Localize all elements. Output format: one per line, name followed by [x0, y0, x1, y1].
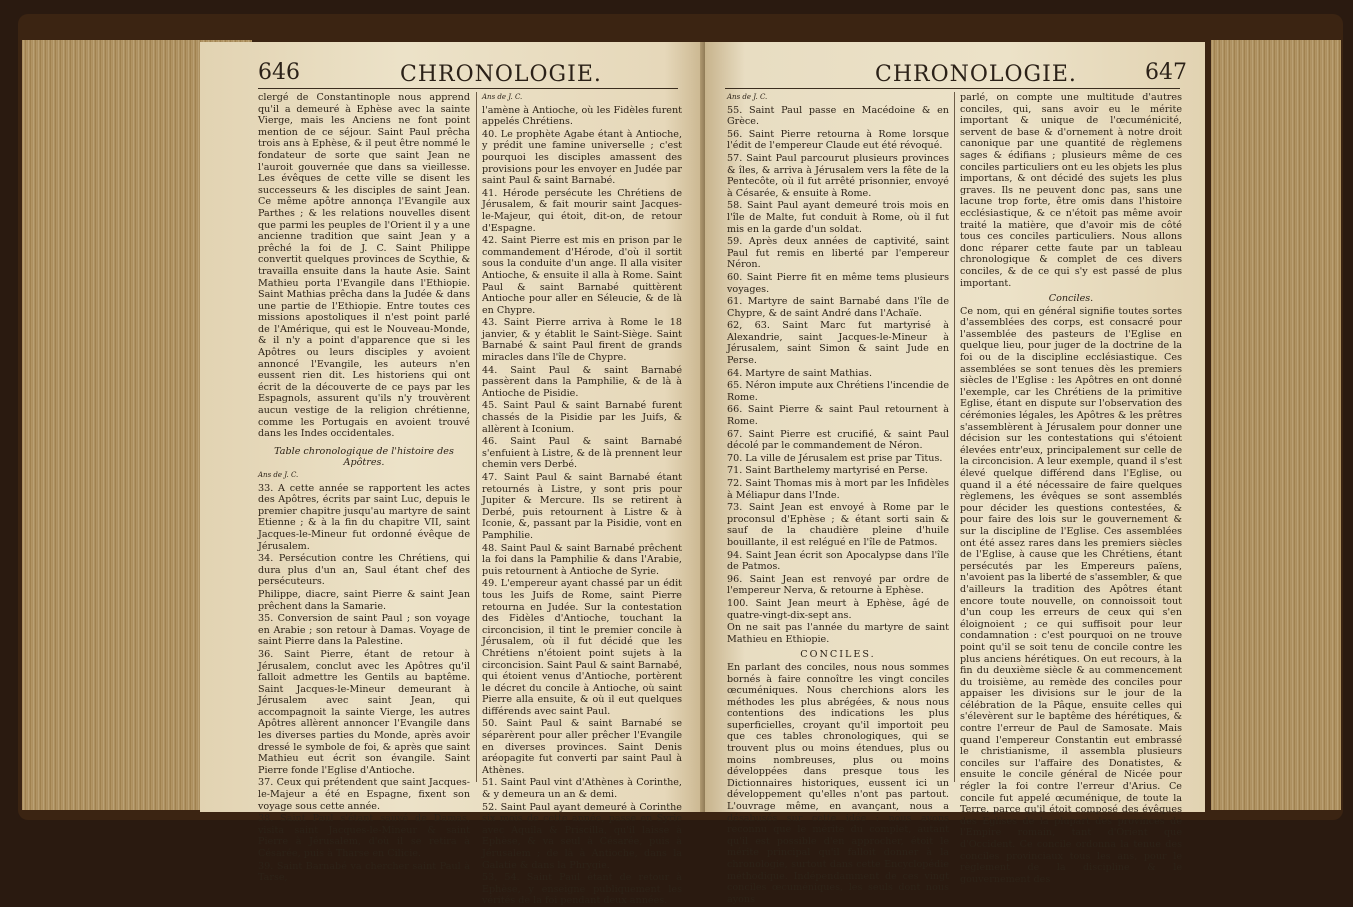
head-rule	[725, 88, 1180, 89]
page-number: 647	[1145, 60, 1187, 85]
entry: 52. Saint Paul ayant demeuré à Corinthe six mois de cette année, passe en Syrie avec Aquila & Priscilla, qu'il laisse à Ephèse, & va seul à Césarée, puis à Jérusalem ; de là à Antioche, dans la Galatie & dans la Phrygie.	[482, 801, 682, 871]
page-number: 646	[258, 60, 300, 85]
entry: 50. Saint Paul & saint Barnabé se séparèrent pour aller prêcher l'Evangile en diverses provinces. Saint Denis aréopagite fut converti par saint Paul à Athènes.	[482, 718, 682, 776]
year-label: Ans de J. C.	[258, 471, 299, 479]
section-title: Conciles.	[1048, 293, 1094, 305]
year-label: Ans de J. C.	[727, 93, 768, 101]
table-title: Table chronologique de l'histoire des Apôtres.	[274, 445, 454, 469]
entry: 62, 63. Saint Marc fut martyrisé à Alexandrie, saint Jacques-le-Mineur à Jérusalem, saint Simon & saint Jude en Perse.	[727, 320, 949, 367]
left-page	[200, 42, 705, 907]
section-title: CONCILES.	[800, 649, 876, 661]
entry: Philippe, diacre, saint Pierre & saint Jean prêchent dans la Samarie.	[258, 588, 470, 612]
right-column-1	[727, 92, 949, 905]
entry: 44. Saint Paul & saint Barnabé passèrent dans la Pamphilie, & de là à Antioche de Pisidie.	[482, 364, 682, 399]
entry: 64. Martyre de saint Mathias.	[727, 367, 873, 379]
entry: 100. Saint Jean meurt à Ephèse, âgé de quatre-vingt-dix-sept ans.	[727, 597, 949, 621]
entry: 34. Persécution contre les Chrétiens, qui dura plus d'un an, Saul étant chef des persécuteurs.	[258, 553, 470, 588]
column-divider	[954, 92, 955, 782]
page-edges-right	[1211, 40, 1341, 810]
entry: 65. Néron impute aux Chrétiens l'incendie de Rome.	[727, 380, 949, 403]
entry: 51. Saint Paul vint d'Athènes à Corinthe, & y demeura un an & demi.	[482, 777, 682, 801]
left-column-1	[258, 92, 470, 884]
entry: 33. A cette année se rapportent les actes des Apôtres, écrits par saint Luc, depuis le premier chapitre jusqu'au martyre de saint Etienne ; & à la fin du chapitre VII, saint Jacques-le-Mineur fut ordonné évêque de Jérusalem.	[258, 482, 470, 552]
entry: 42. Saint Pierre est mis en prison par le commandement d'Hérode, d'où il sortit sous la conduite d'un ange. Il alla visiter Antioche, & ensuite il alla à Rome. Saint Paul & saint Barnabé quittèrent Antioche pour aller en Séleucie, & de là en Chypre.	[482, 235, 682, 316]
entry: 67. Saint Pierre est crucifié, & saint Paul décolé par le commandement de Néron.	[727, 428, 949, 452]
entry: 47. Saint Paul & saint Barnabé étant retournés à Listre, y sont pris pour Jupiter & Mercure. Ils se retirent à Derbé, puis retournent à Listre & à Iconie, &, passant par la Pisidie, vont en Pamphilie.	[482, 472, 682, 541]
entry: On ne sait pas l'année du martyre de saint Mathieu en Ethiopie.	[727, 622, 949, 645]
section-paragraph: En parlant des conciles, nous nous sommes bornés à faire connoître les vingt conciles œcuméniques. Nous cherchions alors les méthodes les plus abrégées, & nous nous contentions des indications les plus superficielles, croyant qu'il importoit peu que ces tables chronologiques, qui se trouvent plus ou moins étendues, plus ou moins nombreuses, plus ou moins développées dans presque tous les Dictionnaires historiques, eussent ici un développement qu'elles n'ont pas partout. L'ouvrage même, en avançant, nous a désabusés sur cette idée : nous avons reconnu que le mérite du complet, autant qu'il est possible d'en approcher, étoit le mérite principal qu'il falloit donner à la chronologie, surtout dans cette Encyclopédie méthodique. Indépendamment de ces vingt conciles œcuméniques, les seuls dont nous ayons	[727, 661, 949, 905]
entry: 70. La ville de Jérusalem est prise par Titus.	[727, 452, 943, 464]
right-page	[705, 42, 1205, 905]
year-label: Ans de J. C.	[482, 93, 523, 101]
right-column-2	[960, 92, 1182, 885]
entry: 60. Saint Pierre fit en même tems plusieurs voyages.	[727, 271, 949, 295]
entry: 46. Saint Paul & saint Barnabé s'enfuient à Listre, & de là prennent leur chemin vers Derbé.	[482, 436, 682, 471]
running-head: CHRONOLOGIE.	[875, 62, 1077, 87]
entry: 72. Saint Thomas mis à mort par les Infidèles à Méliapur dans l'Inde.	[727, 478, 949, 501]
entry: 49. L'empereur ayant chassé par un édit tous les Juifs de Rome, saint Pierre retourna en Judée. Sur la contestation des Fidèles d'Antioche, touchant la circoncision, il tint le premier concile à Jérusalem, où il fut décidé que les Chrétiens n'étoient point sujets à la circoncision. Saint Paul & saint Barnabé, qui étoient venus d'Antioche, portèrent le décret du concile à Antioche, où saint Pierre alla ensuite, & où il eut quelques différends avec saint Paul.	[482, 578, 682, 717]
entry: 56. Saint Pierre retourna à Rome lorsque l'édit de l'empereur Claude eut été révoqué.	[727, 128, 949, 152]
entry: l'amène à Antioche, où les Fidèles furent appelés Chrétiens.	[482, 104, 682, 128]
entry: 41. Hérode persécute les Chrétiens de Jérusalem, & fait mourir saint Jacques-le-Majeur, qui étoit, dit-on, de retour d'Espagne.	[482, 187, 682, 234]
running-head: CHRONOLOGIE.	[400, 62, 602, 87]
entry: 66. Saint Pierre & saint Paul retournent à Rome.	[727, 404, 949, 428]
entry: 35. Conversion de saint Paul ; son voyage en Arabie ; son retour à Damas. Voyage de saint Pierre dans la Palestine.	[258, 613, 470, 648]
column-divider	[476, 92, 477, 782]
entry: 38. Saint Paul s'étant sauvé de Damas, visita saint Jacques-le-Mineur & saint Pierre à Jérusalem, d'où il se retira à Césarée, puis à Tharse en Cilicie.	[258, 813, 470, 859]
entry: 43. Saint Pierre arriva à Rome le 18 janvier, & y établit le Saint-Siège. Saint Barnabé & saint Paul firent de grands miracles dans l'île de Chypre.	[482, 317, 682, 364]
left-column-2	[482, 92, 682, 907]
entry: 45. Saint Paul & saint Barnabé furent chassés de la Pisidie par les Juifs, & allèrent à Iconium.	[482, 400, 682, 435]
entry: 73. Saint Jean est envoyé à Rome par le proconsul d'Ephèse ; & étant sorti sain & sauf de la chaudière pleine d'huile bouillante, il est relégué en l'île de Patmos.	[727, 502, 949, 548]
intro-paragraph: clergé de Constantinople nous apprend qu'il a demeuré à Ephèse avec la sainte Vierge, mais les Anciens ne font point mention de ce séjour. Saint Paul prêcha trois ans à Ephèse, & il peut être nommé le fondateur de sorte que saint Jean ne l'auroit gouvernée que dans sa vieillesse. Les évêques de cette ville se disent les successeurs & les disciples de saint Jean. Ce même apôtre annonça l'Evangile aux Parthes ; & les relations nouvelles disent que parmi les peuples de l'Orient il y a une ancienne tradition que saint Jean y a prêché la foi de J. C. Saint Philippe convertit quelques provinces de Scythie, & travailla ensuite dans la haute Asie. Saint Mathieu porta l'Evangile dans l'Ethiopie. Saint Mathias prêcha dans la Judée & dans une partie de l'Ethiopie. Entre toutes ces missions apostoliques il n'est point parlé de l'Amérique, qui est le Nouveau-Monde, & il n'y a point d'apparence que si les Apôtres ou leurs disciples y avoient annoncé l'Evangile, les auteurs n'en eussent rien dit. Les historiens qui ont écrit de la découverte de ce pays par les Espagnols, assurent qu'ils n'y trouvèrent aucun vestige de la religion chrétienne, comme les Portugais en avoient trouvé dans les Indes occidentales.	[258, 92, 470, 440]
entry: 57. Saint Paul parcourut plusieurs provinces & îles, & arriva à Jérusalem vers la fête de la Pentecôte, où il fut arrêté prisonnier, envoyé à Césarée, & ensuite à Rome.	[727, 152, 949, 199]
entry: 94. Saint Jean écrit son Apocalypse dans l'île de Patmos.	[727, 549, 949, 573]
entry: 39. Saint Barnabé va chercher saint Paul à Tarse,	[258, 860, 470, 884]
entry: 55. Saint Paul passe en Macédoine & en Grèce.	[727, 104, 949, 128]
entry: 96. Saint Jean est renvoyé par ordre de l'empereur Nerva, & retourne à Ephèse.	[727, 573, 949, 597]
section-paragraph: Ce nom, qui en général signifie toutes sortes d'assemblées des corps, est consacré pour l'assemblée des pasteurs de l'Eglise en quelque lieu, pour juger de la doctrine de la foi ou de la discipline ecclésiastique. Ces assemblées se sont tenues dès les premiers siècles de l'Eglise : les Apôtres en ont donné l'exemple, car les Chrétiens de la primitive Eglise, étant en dispute sur l'observation des cérémonies légales, les Apôtres & les prêtres s'assemblèrent à Jérusalem pour donner une décision sur les contestations qui s'étoient élevées entr'eux, principalement sur celle de la circoncision. A leur exemple, quand il s'est élevé quelque différend dans l'Eglise, ou quand il a été nécessaire de faire quelques règlemens, les évêques se sont assemblés pour décider les questions contestées, & pour faire des lois sur le gouvernement & sur la discipline de l'Eglise. Ces assemblées ont été assez rares dans les premiers siècles de l'Eglise, à cause que les Chrétiens, étant persécutés par les Empereurs païens, n'avoient pas la liberté de s'assembler, & que d'ailleurs la tradition des Apôtres étant encore toute nouvelle, on connoissoit tout d'un coup les erreurs de ceux qui s'en éloignoient ; ce qui suffisoit pour leur condamnation : c'est pourquoi on ne trouve point qu'il se soit tenu de concile contre les plus anciens hérétiques. On eut recours, à la fin du deuxième siècle & au commencement du troisième, au remède des conciles pour appaiser les divisions sur le jour de la célébration de la Pâque, ensuite celles qui s'élevèrent sur le baptême des hérétiques, & contre l'erreur de Paul de Samosate. Mais quand l'empereur Constantin eut embrassé le christianisme, il assembla plusieurs conciles sur l'affaire des Donatistes, & ensuite le concile général de Nicée pour régler la foi contre l'erreur d'Arius. Ce concile fut appelé œcuménique, de toute la Terre, parce qu'il étoit composé des évêques des Eglises de la plupart des provinces de l'Empire romain, tant d'Orient que d'Occident. Ce concile ordonna la tenue des conciles provinciaux tous les ans, pour le règlement de la discipline & le gouvernement des	[960, 305, 1182, 885]
intro-paragraph: parlé, on compte une multitude d'autres conciles, qui, sans avoir eu le mérite important & unique de l'œcuménicité, servent de base & d'ornement à notre droit canonique par une quantité de règlemens sages & édifians ; plusieurs même de ces conciles particuliers ont eu les objets les plus importans, & ont décidé des sujets les plus graves. Ils ne peuvent donc pas, sans une lacune trop forte, être omis dans l'histoire ecclésiastique, & ce n'étoit pas même avoir traité la matière, que d'avoir mis de côté tous ces conciles particuliers. Nous allons donc réparer cette faute par un tableau chronologique & complet de ces divers conciles, & de ce qui s'y est passé de plus important.	[960, 92, 1182, 289]
entry: 61. Martyre de saint Barnabé dans l'île de Chypre, & de saint André dans l'Achaïe.	[727, 296, 949, 319]
entry: 58. Saint Paul ayant demeuré trois mois en l'île de Malte, fut conduit à Rome, où il fut mis en la garde d'un soldat.	[727, 200, 949, 235]
entry: 53, 54. Saint Paul étant de retour à Ephèse, y enseigne publiquement les vérités de la foi pendant deux années.	[482, 872, 682, 907]
entry: 40. Le prophète Agabe étant à Antioche, y prédit une famine universelle ; c'est pourquoi les disciples amassent des provisions pour les envoyer en Judée par saint Paul & saint Barnabé.	[482, 128, 682, 187]
head-rule	[258, 88, 678, 89]
entry: 71. Saint Barthelemy martyrisé en Perse.	[727, 465, 928, 477]
entry: 36. Saint Pierre, étant de retour à Jérusalem, conclut avec les Apôtres qu'il falloit admettre les Gentils au baptême. Saint Jacques-le-Mineur demeurant à Jérusalem avec saint Jean, qui accompagnoit la sainte Vierge, les autres Apôtres allèrent annoncer l'Evangile dans les diverses parties du Monde, après avoir dressé le symbole de foi, & après que saint Mathieu eut écrit son évangile. Saint Pierre fonde l'Eglise d'Antioche.	[258, 648, 470, 776]
entry: 59. Après deux années de captivité, saint Paul fut remis en liberté par l'empereur Néron.	[727, 236, 949, 271]
entry: 37. Ceux qui prétendent que saint Jacques-le-Majeur a été en Espagne, fixent son voyage sous cette année.	[258, 777, 470, 812]
entry: 48. Saint Paul & saint Barnabé prêchent la foi dans la Pamphilie & dans l'Arabie, puis retournent à Antioche de Syrie.	[482, 542, 682, 577]
